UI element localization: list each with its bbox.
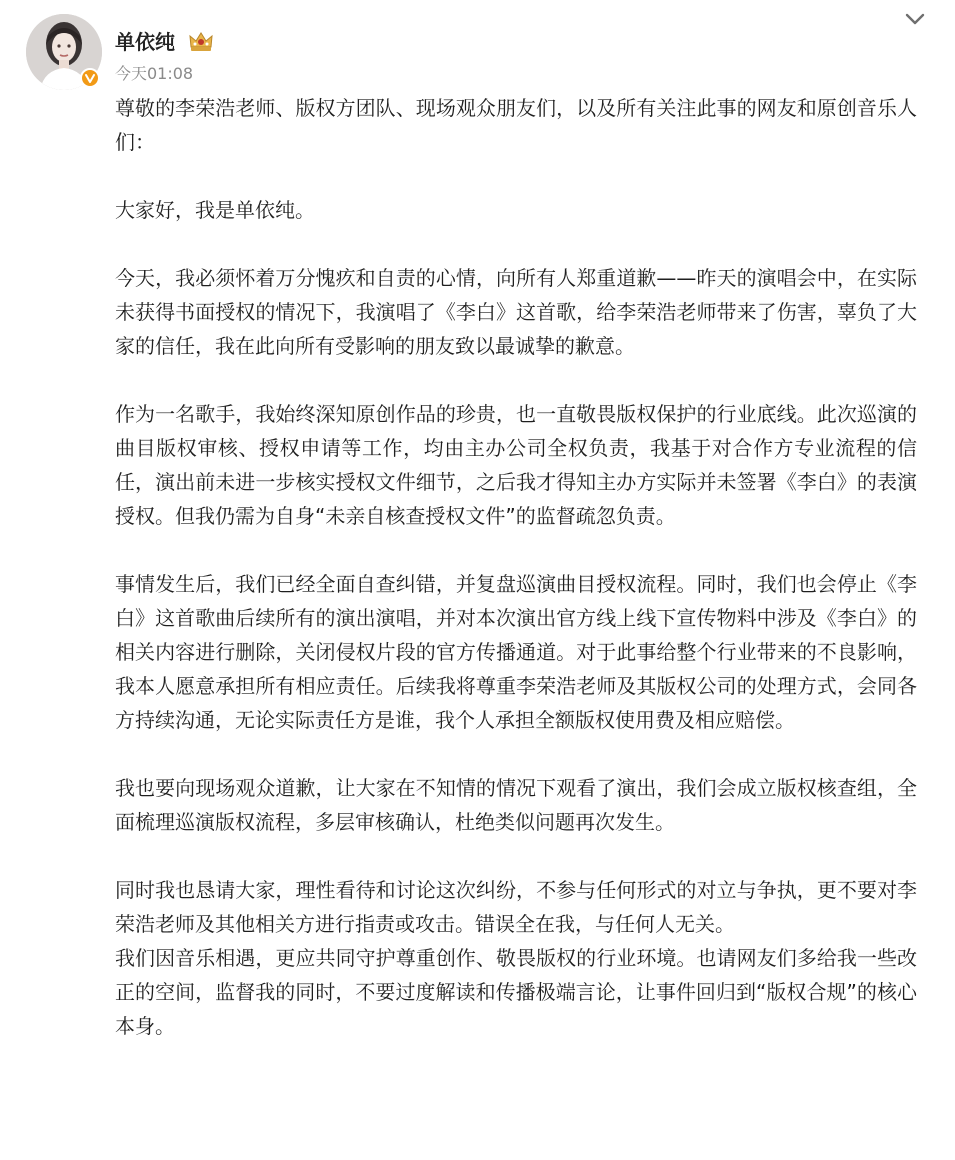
chevron-down-icon <box>902 6 928 32</box>
post-content <box>115 91 917 1043</box>
post-paragraph-apology: 今天，我必须怀着万分愧疚和自责的心情，向所有人郑重道歉——昨天的演唱会中，在实际未获得书面授权的情况下，我演唱了《李白》这首歌，给李荣浩老师带来了伤害，辜负了大家的信任，我在此向所有受影响的朋友致以最诚挚的歉意。 <box>115 266 917 358</box>
verified-v-icon <box>80 68 100 88</box>
post-paragraph-salutation: 尊敬的李荣浩老师、版权方团队、现场观众朋友们，以及所有关注此事的网友和原创音乐人们： <box>115 96 917 154</box>
post-paragraph-explanation: 作为一名歌手，我始终深知原创作品的珍贵，也一直敬畏版权保护的行业底线。此次巡演的曲目版权审核、授权申请等工作，均由主办公司全权负责，我基于对合作方专业流程的信任，演出前未进一步核实授权文件细节，之后我才得知主办方实际并未签署《李白》的表演授权。但我仍需为自身“未亲自核查授权文件”的监督疏忽负责。 <box>115 402 917 528</box>
author-name[interactable]: 单依纯 <box>115 30 175 54</box>
crown-member-icon[interactable] <box>187 29 215 55</box>
post-paragraph-audience-apology: 我也要向现场观众道歉，让大家在不知情的情况下观看了演出，我们会成立版权核查组，全面梳理巡演版权流程，多层审核确认，杜绝类似问题再次发生。 <box>115 776 917 834</box>
post-timestamp: 今天01:08 <box>115 64 194 83</box>
more-options-button[interactable] <box>902 6 928 32</box>
post-header <box>0 0 955 90</box>
post-paragraph-actions: 事情发生后，我们已经全面自查纠错，并复盘巡演曲目授权流程。同时，我们也会停止《李白》这首歌曲后续所有的演出演唱，并对本次演出官方线上线下宣传物料中涉及《李白》的相关内容进行删除，关闭侵权片段的官方传播通道。对于此事给整个行业带来的不良影响，我本人愿意承担所有相应责任。后续我将尊重李荣浩老师及其版权公司的处理方式，会同各方持续沟通，无论实际责任方是谁，我个人承担全额版权使用费及相应赔偿。 <box>115 572 917 732</box>
author-name-row <box>115 27 215 57</box>
author-avatar[interactable] <box>26 14 102 90</box>
post-paragraph-closing: 我们因音乐相遇，更应共同守护尊重创作、敬畏版权的行业环境。也请网友们多给我一些改正的空间，监督我的同时，不要过度解读和传播极端言论，让事件回归到“版权合规”的核心本身。 <box>115 946 917 1038</box>
post-paragraph-greeting: 大家好，我是单依纯。 <box>115 198 315 222</box>
post-paragraph-appeal: 同时我也恳请大家，理性看待和讨论这次纠纷，不参与任何形式的对立与争执，更不要对李荣浩老师及其他相关方进行指责或攻击。错误全在我，与任何人无关。 <box>115 878 917 936</box>
